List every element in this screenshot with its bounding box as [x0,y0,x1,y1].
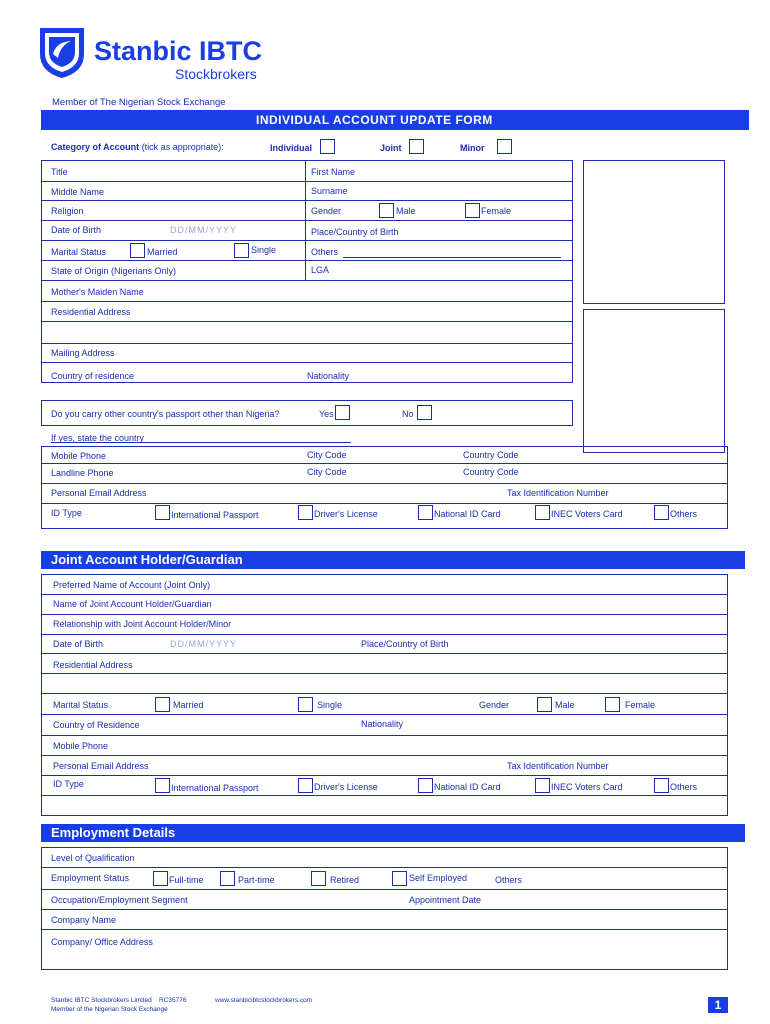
joint-id-passport-label: International Passport [171,783,259,793]
joint-dob-placeholder[interactable]: DD/MM/YYYY [170,639,238,649]
marital-status-label: Marital Status [51,247,107,257]
company-name-label: Company Name [51,915,117,925]
joint-marital-label: Marital Status [53,700,109,710]
employment-section-bar [41,824,745,842]
gender-male-label: Male [396,206,416,216]
joint-id-others-checkbox[interactable] [654,778,669,793]
emp-retired-checkbox[interactable] [311,871,326,886]
id-national-label: National ID Card [434,509,501,519]
joint-gender-label: Gender [479,700,510,710]
emp-others-label: Others [495,875,523,885]
passport-yes-label: Yes [319,409,334,419]
joint-female-label: Female [625,700,656,710]
lga-label: LGA [311,265,330,275]
joint-name-label: Name of Joint Account Holder/Guardian [53,599,212,609]
mobile-phone-label: Mobile Phone [51,451,107,461]
joint-female-checkbox[interactable] [605,697,620,712]
passport-yes-checkbox[interactable] [335,405,350,420]
marital-single-label: Single [251,245,277,255]
footer-url[interactable]: www.stanbicibtcstockbrokers.com [215,997,313,1004]
passport-no-label: No [402,409,414,419]
qualification-label: Level of Qualification [51,853,135,863]
landline-city-code-label: City Code [307,467,347,477]
joint-married-checkbox[interactable] [155,697,170,712]
marital-others-label: Others [311,247,339,257]
joint-dob-label: Date of Birth [53,639,104,649]
dob-placeholder[interactable]: DD/MM/YYYY [170,225,238,235]
id-drivers-checkbox[interactable] [298,505,313,520]
landline-phone-label: Landline Phone [51,468,114,478]
category-individual-label: Individual [270,143,313,153]
place-country-label: Place/Country of Birth [311,227,399,237]
employment-status-label: Employment Status [51,873,130,883]
joint-married-label: Married [173,700,204,710]
passport-question: Do you carry other country's passport other than Nigeria? [51,409,280,419]
gender-female-label: Female [481,206,512,216]
joint-id-drivers-label: Driver's License [314,782,378,792]
form-title-bar [41,110,749,130]
joint-id-inec-checkbox[interactable] [535,778,550,793]
emp-self-employed-checkbox[interactable] [392,871,407,886]
id-inec-label: INEC Voters Card [551,509,623,519]
signature-box[interactable] [583,309,725,453]
category-joint-label: Joint [380,143,402,153]
footer-company-name: Stanbic IBTC Stockbrokers Limited [51,997,152,1004]
state-origin-label: State of Origin (Nigerians Only) [51,266,177,276]
brand-name: Stanbic IBTC [94,36,263,66]
brand-sub: Stockbrokers [175,66,257,82]
appointment-date-label: Appointment Date [409,895,482,905]
dob-label: Date of Birth [51,225,102,235]
joint-place-country-label: Place/Country of Birth [361,639,449,649]
joint-single-label: Single [317,700,343,710]
mobile-country-code-label: Country Code [463,450,519,460]
joint-block [41,574,728,816]
landline-country-code-label: Country Code [463,467,519,477]
emp-fulltime-label: Full-time [169,875,204,885]
tin-label: Tax Identification Number [507,488,609,498]
emp-parttime-checkbox[interactable] [220,871,235,886]
joint-tin-label: Tax Identification Number [507,761,609,771]
footer-member: Member of the Nigerian Stock Exchange [51,1006,168,1013]
id-others-label: Others [670,509,698,519]
marital-married-checkbox[interactable] [130,243,145,258]
gender-label: Gender [311,206,342,216]
employment-section-title: Employment Details [51,825,176,840]
id-national-checkbox[interactable] [418,505,433,520]
joint-section-bar [41,551,745,569]
id-type-label: ID Type [51,508,82,518]
form-title: INDIVIDUAL ACCOUNT UPDATE FORM [256,113,493,127]
gender-male-checkbox[interactable] [379,203,394,218]
category-minor-label: Minor [460,143,485,153]
category-joint-checkbox[interactable] [409,139,424,154]
country-residence-label: Country of residence [51,371,135,381]
emp-fulltime-checkbox[interactable] [153,871,168,886]
joint-preferred-label: Preferred Name of Account (Joint Only) [53,580,211,590]
category-label-text: Category of Account [51,142,140,152]
if-yes-country-label: If yes, state the country [51,433,145,443]
id-inec-checkbox[interactable] [535,505,550,520]
page-number: 1 [708,997,728,1013]
religion-label: Religion [51,206,84,216]
joint-single-checkbox[interactable] [298,697,313,712]
surname-label: Surname [311,186,348,196]
category-label [51,142,224,152]
title-label: Title [51,167,68,177]
marital-married-label: Married [147,247,178,257]
mobile-city-code-label: City Code [307,450,347,460]
category-minor-checkbox[interactable] [497,139,512,154]
footer-company [51,997,187,1004]
joint-id-type-label: ID Type [53,779,84,789]
occupation-label: Occupation/Employment Segment [51,895,188,905]
joint-id-drivers-checkbox[interactable] [298,778,313,793]
joint-id-national-checkbox[interactable] [418,778,433,793]
nationality-label: Nationality [307,371,350,381]
middle-name-label: Middle Name [51,187,105,197]
joint-section-title: Joint Account Holder/Guardian [51,552,243,567]
joint-residential-label: Residential Address [53,660,133,670]
id-drivers-label: Driver's License [314,509,378,519]
email-label: Personal Email Address [51,488,147,498]
emp-retired-label: Retired [330,875,360,885]
member-line: Member of The Nigerian Stock Exchange [52,97,226,108]
joint-mobile-label: Mobile Phone [53,741,109,751]
joint-id-national-label: National ID Card [434,782,501,792]
emp-parttime-label: Part-time [238,875,275,885]
company-address-label: Company/ Office Address [51,937,153,947]
first-name-label: First Name [311,167,356,177]
joint-relationship-label: Relationship with Joint Account Holder/Minor [53,619,232,629]
id-passport-label: International Passport [171,510,259,520]
shield-icon [36,24,88,80]
footer-rc: RC35776 [159,997,187,1004]
joint-country-res-label: Country of Residence [53,720,140,730]
mailing-address-label: Mailing Address [51,348,115,358]
category-individual-checkbox[interactable] [320,139,335,154]
joint-nationality-label: Nationality [361,719,404,729]
joint-id-passport-checkbox[interactable] [155,778,170,793]
id-passport-checkbox[interactable] [155,505,170,520]
joint-male-label: Male [555,700,575,710]
gender-female-checkbox[interactable] [465,203,480,218]
passport-no-checkbox[interactable] [417,405,432,420]
id-others-checkbox[interactable] [654,505,669,520]
residential-address-label: Residential Address [51,307,131,317]
emp-self-employed-label: Self Employed [409,873,468,883]
passport-photo-box[interactable] [583,160,725,304]
category-hint: (tick as appropriate): [141,142,224,152]
joint-id-inec-label: INEC Voters Card [551,782,623,792]
marital-single-checkbox[interactable] [234,243,249,258]
maiden-name-label: Mother's Maiden Name [51,287,144,297]
logo [36,24,88,80]
joint-male-checkbox[interactable] [537,697,552,712]
joint-id-others-label: Others [670,782,698,792]
joint-email-label: Personal Email Address [53,761,149,771]
